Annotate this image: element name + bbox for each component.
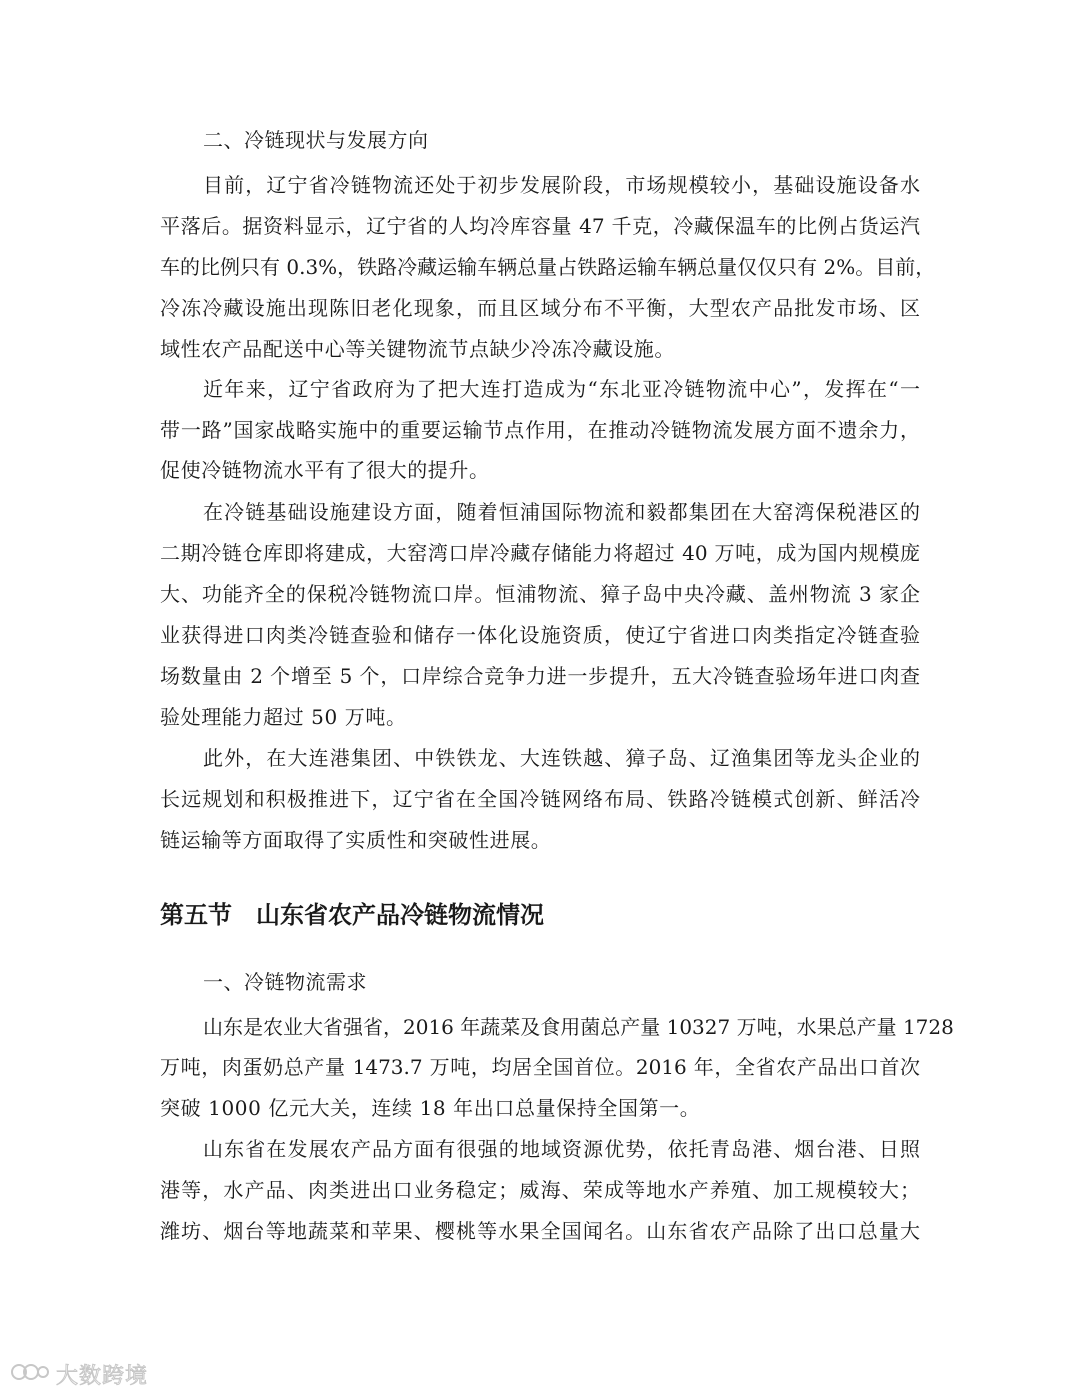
paragraph-line: 近年来，辽宁省政府为了把大连打造成为“东北亚冷链物流中心”，发挥在“一 [203, 377, 920, 401]
paragraph-line: 冷冻冷藏设施出现陈旧老化现象，而且区域分布不平衡，大型农产品批发市场、区 [160, 296, 920, 320]
section-title: 第五节 山东省农产品冷链物流情况 [160, 901, 544, 929]
paragraph-line: 山东省在发展农产品方面有很强的地域资源优势，依托青岛港、烟台港、日照 [203, 1137, 920, 1161]
paragraph-line: 长远规划和积极推进下，辽宁省在全国冷链网络布局、铁路冷链模式创新、鲜活冷 [160, 787, 920, 811]
paragraph-line: 山东是农业大省强省，2016 年蔬菜及食用菌总产量 10327 万吨，水果总产量 1728 [203, 1015, 954, 1039]
subsection-heading-demand: 一、冷链物流需求 [203, 970, 367, 994]
paragraph-line: 促使冷链物流水平有了很大的提升。 [160, 458, 490, 482]
paragraph-line: 域性农产品配送中心等关键物流节点缺少冷冻冷藏设施。 [160, 337, 675, 361]
paragraph-line: 大、功能齐全的保税冷链物流口岸。恒浦物流、獐子岛中央冷藏、盖州物流 3 家企 [160, 582, 920, 606]
paragraph-line: 平落后。据资料显示，辽宁省的人均冷库容量 47 千克，冷藏保温车的比例占货运汽 [160, 214, 920, 238]
paragraph-line: 此外，在大连港集团、中铁铁龙、大连铁越、獐子岛、辽渔集团等龙头企业的 [203, 746, 920, 770]
subsection-heading-status: 二、冷链现状与发展方向 [203, 128, 429, 152]
paragraph-line: 二期冷链仓库即将建成，大窑湾口岸冷藏存储能力将超过 40 万吨，成为国内规模庞 [160, 541, 920, 565]
paragraph-line: 链运输等方面取得了实质性和突破性进展。 [160, 828, 552, 852]
paragraph-line: 港等，水产品、肉类进出口业务稳定；威海、荣成等地水产养殖、加工规模较大； [160, 1178, 920, 1202]
logo-icon [10, 1357, 50, 1391]
watermark-text: 大数跨境 [56, 1363, 149, 1389]
paragraph-line: 潍坊、烟台等地蔬菜和苹果、樱桃等水果全国闻名。山东省农产品除了出口总量大 [160, 1219, 920, 1243]
paragraph-line: 万吨，肉蛋奶总产量 1473.7 万吨，均居全国首位。2016 年，全省农产品出口首次 [160, 1055, 920, 1079]
paragraph-line: 带一路”国家战略实施中的重要运输节点作用，在推动冷链物流发展方面不遗余力， [160, 418, 920, 442]
paragraph-line: 目前，辽宁省冷链物流还处于初步发展阶段，市场规模较小，基础设施设备水 [203, 173, 920, 197]
paragraph-line: 验处理能力超过 50 万吨。 [160, 705, 407, 729]
watermark [10, 1356, 148, 1392]
paragraph-line: 突破 1000 亿元大关，连续 18 年出口总量保持全国第一。 [160, 1096, 701, 1120]
paragraph-line: 在冷链基础设施建设方面，随着恒浦国际物流和毅都集团在大窑湾保税港区的 [203, 500, 920, 524]
paragraph-line: 场数量由 2 个增至 5 个，口岸综合竞争力进一步提升，五大冷链查验场年进口肉查 [160, 664, 920, 688]
paragraph-line: 业获得进口肉类冷链查验和储存一体化设施资质，使辽宁省进口肉类指定冷链查验 [160, 623, 920, 647]
paragraph-line: 车的比例只有 0.3%，铁路冷藏运输车辆总量占铁路运输车辆总量仅仅只有 2%。目前， [160, 255, 936, 279]
